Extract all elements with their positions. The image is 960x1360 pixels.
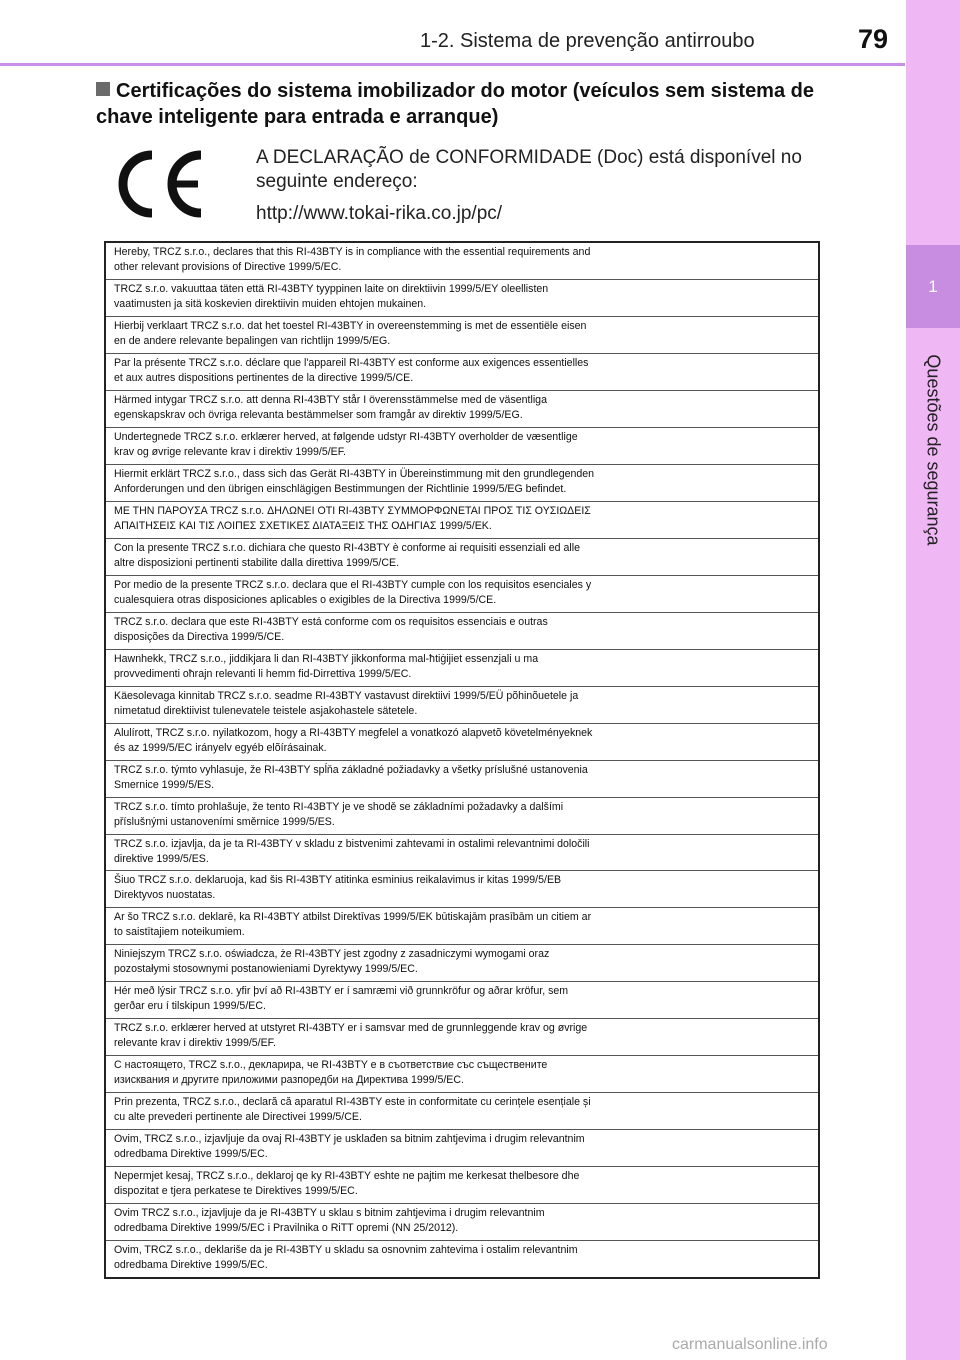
declaration-row: Undertegnede TRCZ s.r.o. erklærer herved, at følgende udstyr RI-43BTY overholder de væsentlige krav og øvrige relevante krav i direktiv 1999/5/EF. xyxy=(106,428,818,465)
declaration-row: Ar šo TRCZ s.r.o. deklarē, ka RI-43BTY atbilst Direktīvas 1999/5/EK būtiskajām prasībām un citiem ar to saistītajiem noteikumiem. xyxy=(106,908,818,945)
declaration-row: Nepermjet kesaj, TRCZ s.r.o., deklaroj qe ky RI-43BTY eshte ne pajtim me kerkesat thelbesore dhe dispozitat e tjera perkatese te Direktives 1999/5/EC. xyxy=(106,1167,818,1204)
declaration-row: Hereby, TRCZ s.r.o., declares that this RI-43BTY is in compliance with the essential requirements and other relevant provisions of Directive 1999/5/EC. xyxy=(106,243,818,280)
declaration-row: Alulírott, TRCZ s.r.o. nyilatkozom, hogy a RI-43BTY megfelel a vonatkozó alapvetõ követelményeknek és az 1999/5/EC irányelv egyéb elõírásainak. xyxy=(106,724,818,761)
declaration-row: Con la presente TRCZ s.r.o. dichiara che questo RI-43BTY è conforme ai requisiti essenziali ed alle altre disposizioni pertinenti stabilite dalla direttiva 1999/5/CE. xyxy=(106,539,818,576)
declarations-table xyxy=(104,241,820,1279)
declaration-row: Ovim, TRCZ s.r.o., deklariše da je RI-43BTY u skladu sa osnovnim zahtevima i ostalim relevantnim odredbama Direktive 1999/5/EC. xyxy=(114,1244,578,1272)
declaration-row: Por medio de la presente TRCZ s.r.o. declara que el RI-43BTY cumple con los requisitos esenciales y cualesquiera otras disposiciones aplicables o exigibles de la Directiva 1999/5/CE. xyxy=(106,576,818,613)
declaration-row: Hiermit erklärt TRCZ s.r.o., dass sich das Gerät RI-43BTY in Übereinstimmung mit den grundlegenden Anforderungen und den übrigen einschlägigen Bestimmungen der Richtlinie 1999/5/EG befindet. xyxy=(106,465,818,502)
conformity-text: A DECLARAÇÃO de CONFORMIDADE (Doc) está disponível no seguinte endereço: xyxy=(256,147,802,192)
ce-mark-icon xyxy=(112,150,208,218)
declaration-row: TRCZ s.r.o. izjavlja, da je ta RI-43BTY v skladu z bistvenimi zahtevami in ostalimi relevantnimi določili direktive 1999/5/ES. xyxy=(106,835,818,872)
section-heading xyxy=(96,78,864,130)
section-title: 1-2. Sistema de prevenção antirroubo xyxy=(420,30,755,52)
declaration-row: Hawnhekk, TRCZ s.r.o., jiddikjara li dan RI-43BTY jikkonforma mal-ħtiġijiet essenzjali u ma provvedimenti oħrajn relevanti li hemm fid-Dirrettiva 1999/5/EC. xyxy=(106,650,818,687)
declaration-row: Hér með lýsir TRCZ s.r.o. yfir því að RI-43BTY er í samræmi við grunnkröfur og aðrar kröfur, sem gerðar eru í tilskipun 1999/5/EC. xyxy=(106,982,818,1019)
section-heading-text: Certificações do sistema imobilizador do motor (veículos sem sistema de chave inteligente para entrada e arranque) xyxy=(96,80,814,128)
declaration-row: Prin prezenta, TRCZ s.r.o., declară că aparatul RI-43BTY este in conformitate cu cerințele esențiale și cu alte prevederi pertinente ale Directivei 1999/5/CE. xyxy=(106,1093,818,1130)
declaration-row: Härmed intygar TRCZ s.r.o. att denna RI-43BTY står I överensstämmelse med de väsentliga egenskapskrav och övriga relevanta bestämmelser som framgår av direktiv 1999/5/EG. xyxy=(106,391,818,428)
chapter-label-text: Questões de segurança xyxy=(923,354,944,546)
conformity-intro xyxy=(256,146,856,226)
declaration-row: TRCZ s.r.o. týmto vyhlasuje, že RI-43BTY spĺňa základné požiadavky a všetky príslušné ustanovenia Smernice 1999/5/ES. xyxy=(106,761,818,798)
conformity-url: http://www.tokai-rika.co.jp/pc/ xyxy=(256,203,503,224)
declaration-row: TRCZ s.r.o. tímto prohlašuje, že tento RI-43BTY je ve shodě se základními požadavky a dalšími příslušnými ustanoveními směrnice 1999/5/ES. xyxy=(106,798,818,835)
declaration-row: Ovim, TRCZ s.r.o., izjavljuje da ovaj RI-43BTY je usklađen sa bitnim zahtjevima i drugim relevantnim odredbama Direktive 1999/5/EC. xyxy=(106,1130,818,1167)
declaration-row: Käesolevaga kinnitab TRCZ s.r.o. seadme RI-43BTY vastavust direktiivi 1999/5/EÜ põhinõuetele ja nimetatud direktiivist tulenevatele teistele asjakohastele sätetele. xyxy=(106,687,818,724)
declaration-row: TRCZ s.r.o. vakuuttaa täten että RI-43BTY tyyppinen laite on direktiivin 1999/5/EY oleellisten vaatimusten ja sitä koskevien direktiivin muiden ehtojen mukainen. xyxy=(106,280,818,317)
chapter-number: 1 xyxy=(906,245,960,328)
declaration-row: Par la présente TRCZ s.r.o. déclare que l'appareil RI-43BTY est conforme aux exigences essentielles et aux autres dispositions pertinentes de la directive 1999/5/CE. xyxy=(106,354,818,391)
declaration-row: Šiuo TRCZ s.r.o. deklaruoja, kad šis RI-43BTY atitinka esminius reikalavimus ir kitas 1999/5/EB Direktyvos nuostatas. xyxy=(106,871,818,908)
declaration-row: Ovim TRCZ s.r.o., izjavljuje da je RI-43BTY u sklau s bitnim zahtjevima i drugim relevantnim odredbama Direktive 1999/5/EC i Pravilnika o RiTT opremi (NN 25/2012). xyxy=(106,1204,818,1241)
watermark: carmanualsonline.info xyxy=(672,1336,828,1353)
declaration-row: Niniejszym TRCZ s.r.o. oświadcza, że RI-43BTY jest zgodny z zasadniczymi wymogami oraz pozostałymi stosownymi postanowieniami Dyrektywy 1999/5/EC. xyxy=(106,945,818,982)
header-rule xyxy=(0,63,905,66)
declaration-row: С настоящето, TRCZ s.r.o., декларира, че RI-43BTY е в съответствие със съществените изисквания и другите приложими разпоредби на Директива 1999/5/ЕС. xyxy=(106,1056,818,1093)
declaration-row: Hierbij verklaart TRCZ s.r.o. dat het toestel RI-43BTY in overeenstemming is met de essentiële eisen en de andere relevante bepalingen van richtlijn 1999/5/EG. xyxy=(106,317,818,354)
page-number: 79 xyxy=(858,24,889,54)
declaration-row: TRCZ s.r.o. erklærer herved at utstyret RI-43BTY er i samsvar med de grunnleggende krav og øvrige relevante krav i direktiv 1999/5/EF. xyxy=(106,1019,818,1056)
square-bullet-icon xyxy=(96,82,110,96)
declaration-row: TRCZ s.r.o. declara que este RI-43BTY está conforme com os requisitos essenciais e outras disposições da Directiva 1999/5/CE. xyxy=(106,613,818,650)
chapter-side-tab xyxy=(906,0,960,1360)
declaration-row: ΜΕ ΤΗΝ ΠΑΡΟΥΣΑ TRCZ s.r.o. ΔΗΛΩΝΕΙ ΟΤΙ RI-43BTY ΣΥΜΜΟΡΦΩΝΕΤΑΙ ΠΡΟΣ ΤΙΣ ΟΥΣΙΩΔΕΙΣ ΑΠΑΙΤΗΣΕΙΣ ΚΑΙ ΤΙΣ ΛΟΙΠΕΣ ΣΧΕΤΙΚΕΣ ΔΙΑΤΑΞΕΙΣ ΤΗΣ ΟΔΗΓΙΑΣ 1999/5/ΕΚ. xyxy=(106,502,818,539)
